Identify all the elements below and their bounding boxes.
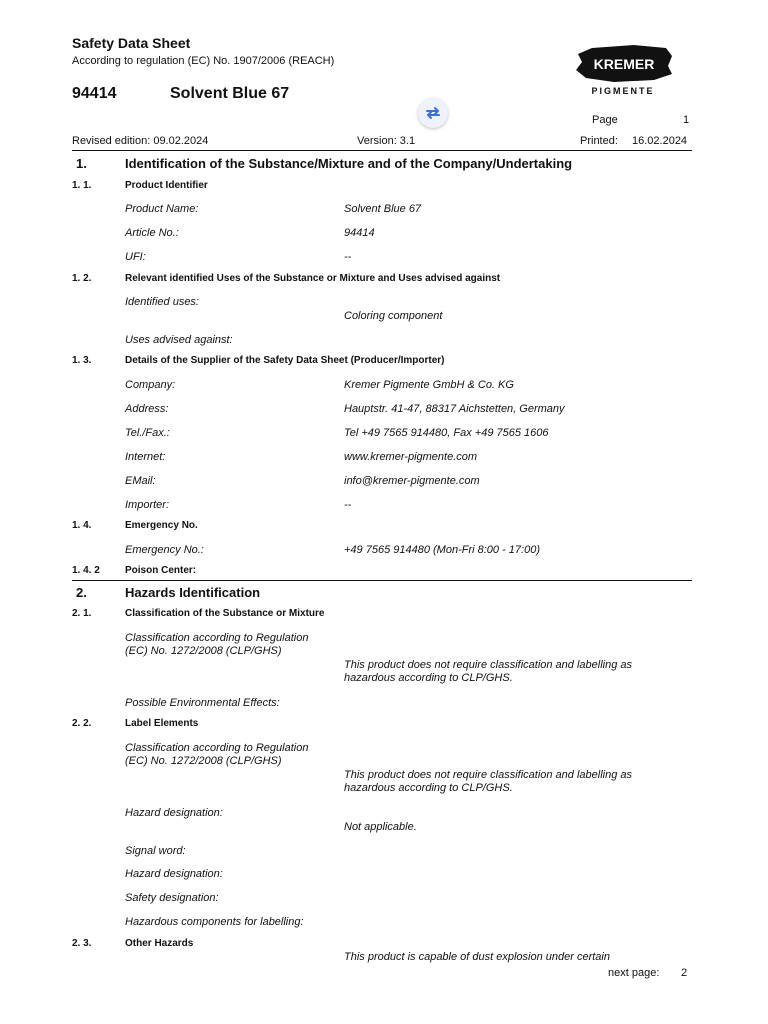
- label-classification-value-line1: This product does not require classification and labelling as: [344, 769, 632, 781]
- subsection-1-1-number: 1. 1.: [72, 180, 92, 191]
- identified-uses-label: Identified uses:: [125, 296, 199, 308]
- refresh-icon: [424, 104, 442, 122]
- address-value: Hauptstr. 41-47, 88317 Aichstetten, Germany: [344, 403, 565, 415]
- subsection-1-4-title: Emergency No.: [125, 520, 198, 531]
- label-classification-line2: (EC) No. 1272/2008 (CLP/GHS): [125, 755, 282, 767]
- hazardous-components-label: Hazardous components for labelling:: [125, 916, 304, 928]
- product-number: 94414: [72, 85, 117, 102]
- label-classification-value-line2: hazardous according to CLP/GHS.: [344, 782, 513, 794]
- subsection-1-1-title: Product Identifier: [125, 180, 208, 191]
- subsection-2-1-number: 2. 1.: [72, 608, 92, 619]
- article-value: 94414: [344, 227, 375, 239]
- subsection-2-1-title: Classification of the Substance or Mixture: [125, 608, 325, 619]
- uses-advised-label: Uses advised against:: [125, 334, 233, 346]
- refresh-button[interactable]: [418, 98, 448, 128]
- internet-link[interactable]: www.kremer-pigmente.com: [344, 451, 478, 463]
- importer-value: --: [344, 499, 352, 511]
- environmental-effects-label: Possible Environmental Effects:: [125, 697, 280, 709]
- address-label: Address:: [125, 403, 169, 415]
- revised-edition: Revised edition: 09.02.2024: [72, 135, 209, 147]
- classification-value-line2: hazardous according to CLP/GHS.: [344, 672, 513, 684]
- subsection-2-2-title: Label Elements: [125, 718, 199, 729]
- subsection-2-3-number: 2. 3.: [72, 938, 92, 949]
- header-divider: [72, 150, 692, 151]
- section-2-number: 2.: [76, 585, 87, 600]
- printed-date: 16.02.2024: [632, 135, 688, 147]
- page-label: Page: [592, 114, 618, 126]
- next-page-number: 2: [681, 967, 688, 979]
- subsection-1-2-title: Relevant identified Uses of the Substance or Mixture and Uses advised against: [125, 273, 501, 284]
- subsection-1-3-number: 1. 3.: [72, 355, 92, 366]
- next-page-label: next page:: [608, 967, 660, 979]
- regulation-subtitle: According to regulation (EC) No. 1907/2006 (REACH): [72, 55, 335, 67]
- signal-word-label: Signal word:: [125, 845, 186, 857]
- section-1-title: Identification of the Substance/Mixture and of the Company/Undertaking: [125, 156, 573, 171]
- tel-fax-label: Tel./Fax.:: [125, 427, 170, 439]
- email-link[interactable]: info@kremer-pigmente.com: [344, 475, 480, 487]
- subsection-2-3-title: Other Hazards: [125, 938, 194, 949]
- label-classification-line1: Classification according to Regulation: [125, 742, 309, 754]
- subsection-1-4-2-title: Poison Center:: [125, 565, 197, 576]
- classification-value-line1: This product does not require classification and labelling as: [344, 659, 632, 671]
- emergency-label: Emergency No.:: [125, 544, 204, 556]
- classification-label-line1: Classification according to Regulation: [125, 632, 309, 644]
- ufi-value: --: [344, 251, 352, 263]
- ufi-label: UFI:: [125, 251, 146, 263]
- section-1-number: 1.: [76, 156, 87, 171]
- subsection-1-4-2-number: 1. 4. 2: [72, 565, 100, 576]
- identified-uses-value: Coloring component: [344, 310, 443, 322]
- other-hazards-value: This product is capable of dust explosion under certain: [344, 951, 610, 963]
- document-title: Safety Data Sheet: [72, 35, 191, 51]
- product-name-value: Solvent Blue 67: [344, 203, 422, 215]
- logo-subtext: PIGMENTE: [591, 86, 655, 96]
- emergency-value: +49 7565 914480 (Mon-Fri 8:00 - 17:00): [344, 544, 540, 556]
- company-label: Company:: [125, 379, 176, 391]
- article-label: Article No.:: [125, 227, 179, 239]
- product-name-label: Product Name:: [125, 203, 199, 215]
- hazard-designation-value: Not applicable.: [344, 821, 417, 833]
- version: Version: 3.1: [357, 135, 416, 147]
- subsection-1-3-title: Details of the Supplier of the Safety Data Sheet (Producer/Importer): [125, 355, 445, 366]
- subsection-2-2-number: 2. 2.: [72, 718, 92, 729]
- company-value: Kremer Pigmente GmbH & Co. KG: [344, 379, 514, 391]
- safety-designation-label: Safety designation:: [125, 892, 219, 904]
- printed-label: Printed:: [580, 135, 618, 147]
- tel-fax-value: Tel +49 7565 914480, Fax +49 7565 1606: [344, 427, 549, 439]
- classification-label-line2: (EC) No. 1272/2008 (CLP/GHS): [125, 645, 282, 657]
- subsection-1-4-number: 1. 4.: [72, 520, 92, 531]
- page-number: 1: [683, 114, 690, 126]
- hazard-designation-label: Hazard designation:: [125, 807, 223, 819]
- section-divider: [72, 580, 692, 581]
- product-name-heading: Solvent Blue 67: [170, 85, 290, 102]
- hazard-designation-2-label: Hazard designation:: [125, 868, 223, 880]
- section-2-title: Hazards Identification: [125, 585, 261, 600]
- email-label: EMail:: [125, 475, 156, 487]
- importer-label: Importer:: [125, 499, 170, 511]
- logo-word: KREMER: [593, 56, 655, 72]
- subsection-1-2-number: 1. 2.: [72, 273, 92, 284]
- internet-label: Internet:: [125, 451, 166, 463]
